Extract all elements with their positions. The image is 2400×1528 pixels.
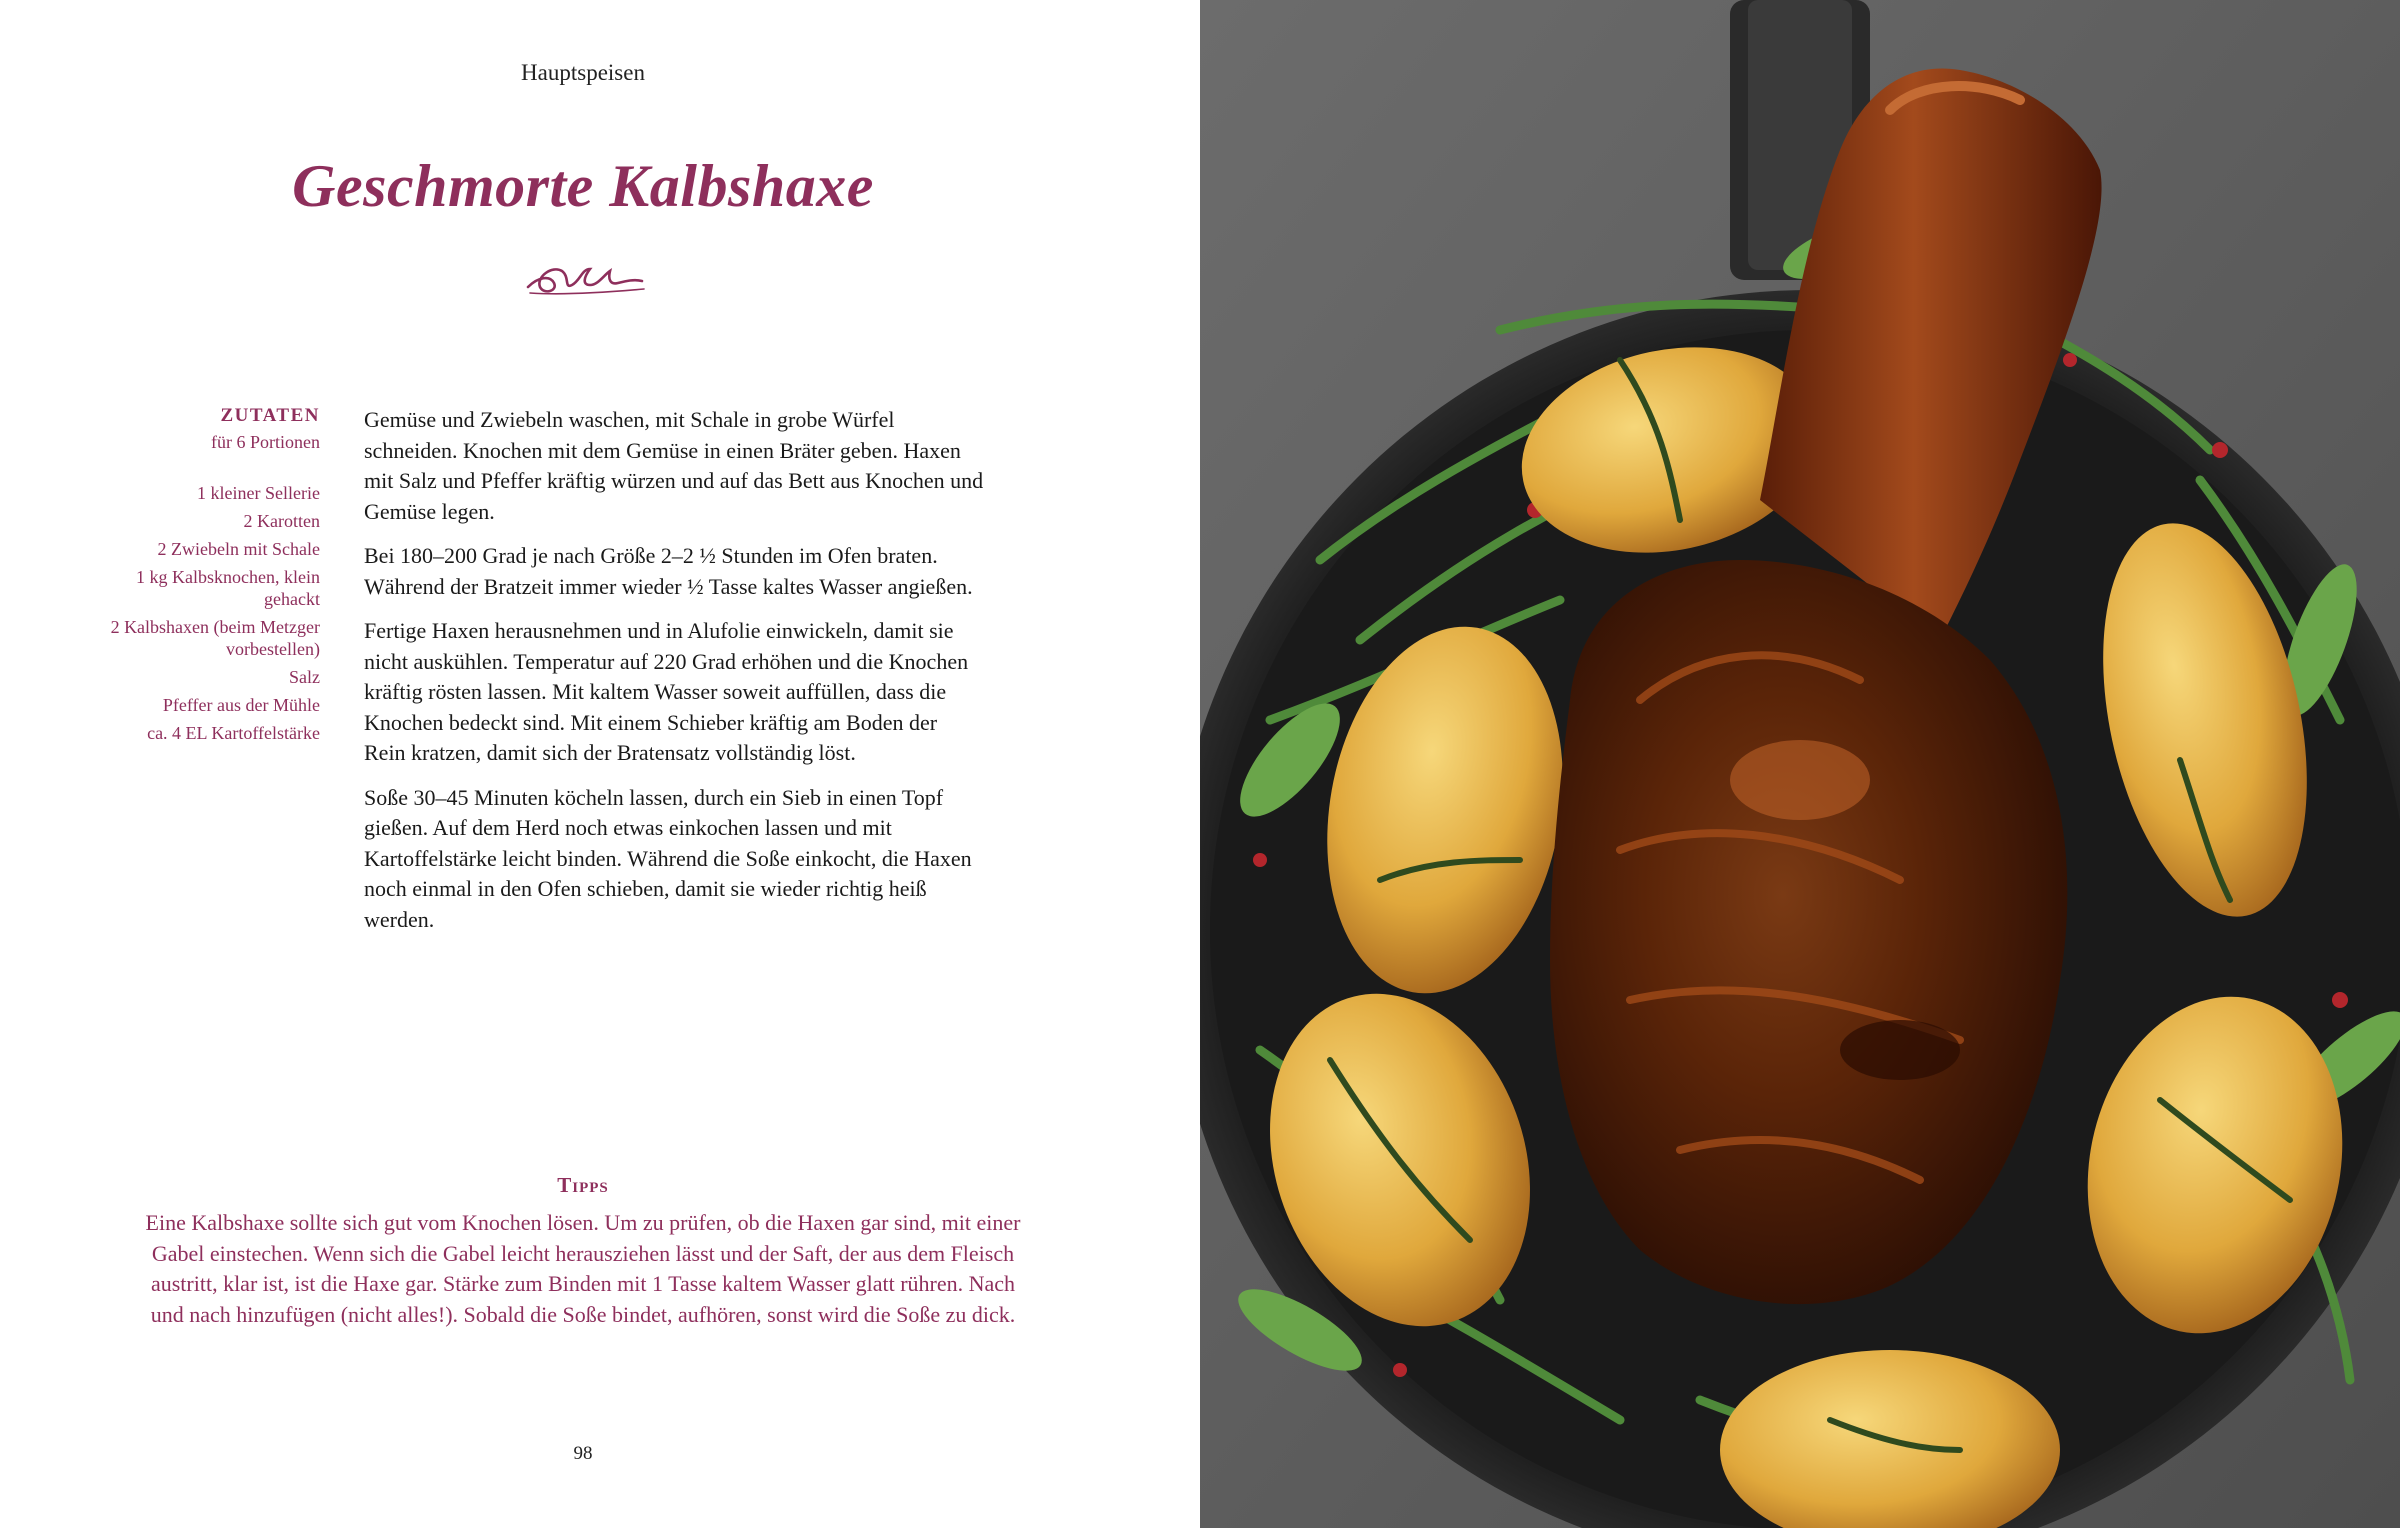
ingredients-list [90, 482, 320, 750]
servings-note: für 6 Portionen [211, 432, 320, 452]
ingredient-item: 1 kleiner Sellerie [197, 483, 320, 503]
ingredients-heading: ZUTATEN [220, 405, 320, 426]
instruction-paragraph: Gemüse und Zwiebeln waschen, mit Schale in grobe Würfel schneiden. Knochen mit dem Gemüse in einen Bräter geben. Haxen mit Salz und Pfeffer kräftig würzen und auf das Bett aus Knochen und Gemüse legen. [364, 407, 984, 524]
page-number: 98 [573, 1443, 593, 1464]
dish-photo-page [1200, 0, 2400, 1528]
instructions [364, 405, 984, 949]
instruction-paragraph: Fertige Haxen herausnehmen und in Alufolie einwickeln, damit sie nicht auskühlen. Temperatur auf 220 Grad erhöhen und die Knochen kräftig rösten lassen. Mit kaltem Wasser soweit auffüllen, dass die Knochen bedeckt sind. Mit einem Schieber kräftig am Boden der Rein kratzen, damit sich der Bratensatz vollständig löst. [364, 618, 969, 765]
instruction-paragraph: Bei 180–200 Grad je nach Größe 2–2 ½ Stunden im Ofen braten. Während der Bratzeit immer wieder ½ Tasse kaltes Wasser angießen. [364, 543, 973, 599]
flourish-ornament-icon [520, 255, 650, 305]
tips-heading: Tipps [557, 1173, 609, 1197]
dish-photo [1200, 0, 2400, 1528]
ingredient-item: Pfeffer aus der Mühle [162, 695, 320, 715]
tips-text: Eine Kalbshaxe sollte sich gut vom Knochen lösen. Um zu prüfen, ob die Haxen gar sind, mit einer Gabel einstechen. Wenn sich die Gabel leicht herausziehen lässt und der Saft, der aus dem Fleisch austritt, klar ist, ist die Haxe gar. Stärke zum Binden mit 1 Tasse kaltem Wasser glatt rühren. Nach und nach hinzufügen (nicht alles!). Sobald die Soße bindet, aufhören, sonst wird die Soße zu dick. [145, 1210, 1021, 1327]
instruction-paragraph: Soße 30–45 Minuten köcheln lassen, durch ein Sieb in einen Topf gießen. Auf dem Herd noch etwas einkochen lassen und mit Kartoffelstärke leicht binden. Während die Soße einkocht, die Haxen noch einmal in den Ofen schieben, damit sie wieder richtig heiß werden. [364, 784, 972, 932]
ingredient-item: ca. 4 EL Kartoffelstärke [147, 723, 320, 743]
section-header: Hauptspeisen [521, 60, 645, 85]
recipe-title: Geschmorte Kalbshaxe [292, 153, 874, 219]
ingredient-item: 2 Kalbshaxen (beim Metzger vorbestellen) [110, 617, 320, 659]
ingredient-item: Salz [289, 667, 320, 687]
ingredient-item: 2 Karotten [243, 511, 320, 531]
ingredient-item: 2 Zwiebeln mit Schale [157, 539, 320, 559]
ingredient-item: 1 kg Kalbsknochen, klein gehackt [136, 567, 320, 609]
